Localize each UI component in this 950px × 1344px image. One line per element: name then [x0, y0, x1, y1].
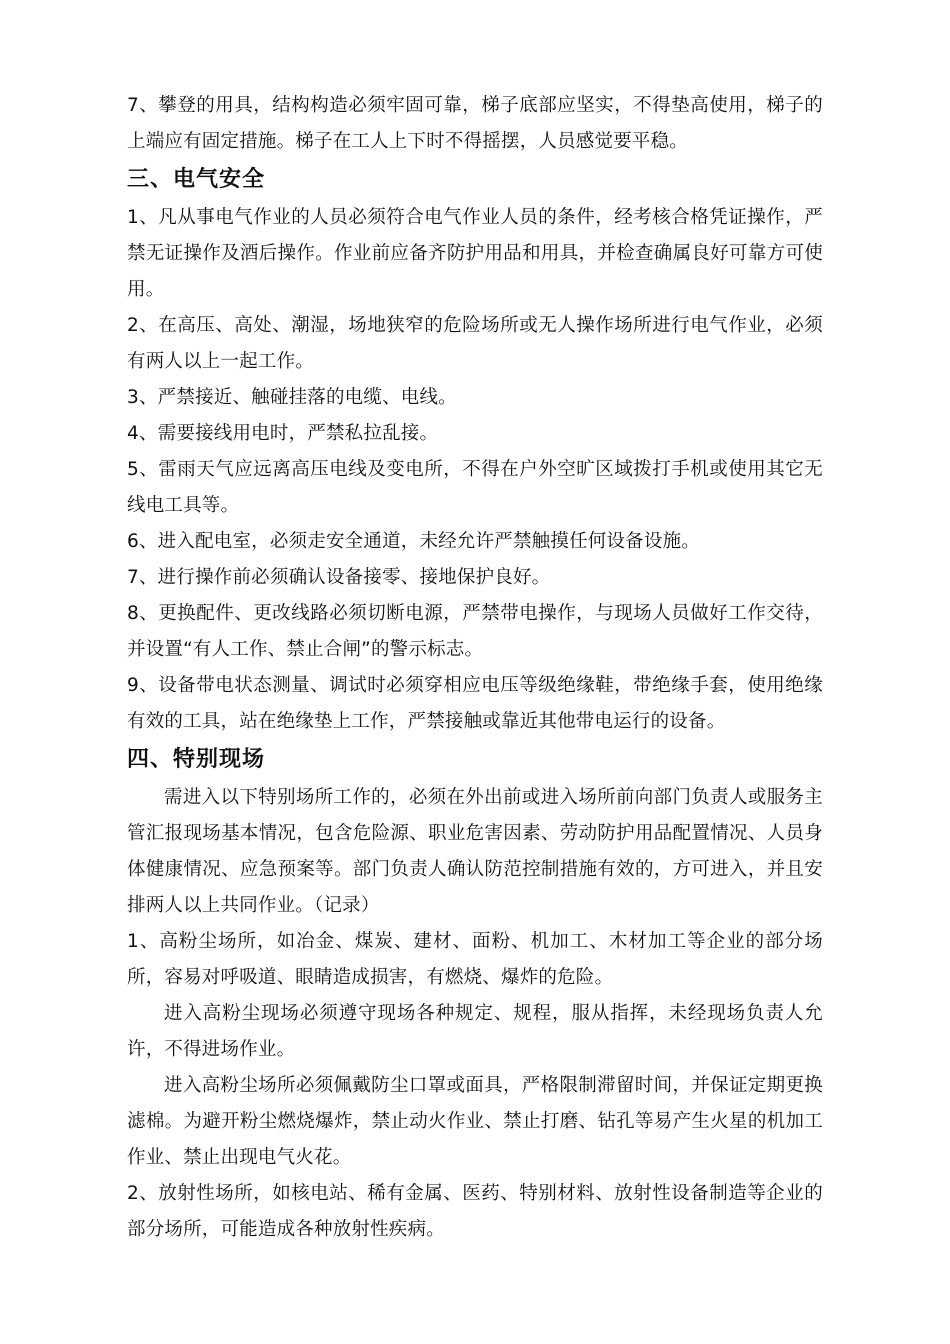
paragraph-electrical-item-9: 9、设备带电状态测量、调试时必须穿相应电压等级绝缘鞋，带绝缘手套，使用绝缘有效的工具，站在绝缘垫上工作，严禁接触或靠近其他带电运行的设备。 [127, 675, 823, 732]
paragraph-electrical-item-2: 2、在高压、高处、潮湿，场地狭窄的危险场所或无人操作场所进行电气作业，必须有两人以上一起工作。 [127, 315, 823, 372]
paragraph-electrical-item-7: 7、进行操作前必须确认设备接零、接地保护良好。 [127, 567, 551, 588]
section-heading-electrical-safety: 三、电气安全 [127, 167, 266, 192]
document-page [127, 88, 823, 1248]
paragraph-electrical-item-3: 3、严禁接近、触碰挂落的电缆、电线。 [127, 387, 457, 408]
paragraph-electrical-item-6: 6、进入配电室，必须走安全通道，未经允许严禁触摸任何设备设施。 [127, 531, 700, 552]
paragraph-special-sites-intro: 需进入以下特别场所工作的，必须在外出前或进入场所前向部门负责人或服务主管汇报现场基本情况，包含危险源、职业危害因素、劳动防护用品配置情况、人员身体健康情况、应急预案等。部门负责人确认防范控制措施有效的，方可进入，并且安排两人以上共同作业。（记录） [127, 787, 823, 916]
paragraph-electrical-item-5: 5、雷雨天气应远离高压电线及变电所，不得在户外空旷区域拨打手机或使用其它无线电工具等。 [127, 459, 823, 516]
section-heading-special-sites: 四、特别现场 [127, 747, 266, 772]
paragraph-special-sites-item-2: 2、放射性场所，如核电站、稀有金属、医药、特别材料、放射性设备制造等企业的部分场所，可能造成各种放射性疾病。 [127, 1183, 823, 1240]
paragraph-electrical-item-8: 8、更换配件、更改线路必须切断电源，严禁带电操作，与现场人员做好工作交待，并设置“有人工作、禁止合闸”的警示标志。 [127, 603, 823, 660]
paragraph-ladder-item-7: 7、攀登的用具，结构构造必须牢固可靠，梯子底部应坚实，不得垫高使用，梯子的上端应有固定措施。梯子在工人上下时不得摇摆，人员感觉要平稳。 [127, 95, 823, 152]
paragraph-dust-site-protection: 进入高粉尘场所必须佩戴防尘口罩或面具，严格限制滞留时间，并保证定期更换滤棉。为避开粉尘燃烧爆炸，禁止动火作业、禁止打磨、钻孔等易产生火星的机加工作业、禁止出现电气火花。 [127, 1075, 823, 1168]
paragraph-dust-site-rules: 进入高粉尘现场必须遵守现场各种规定、规程，服从指挥，未经现场负责人允许，不得进场作业。 [127, 1003, 823, 1060]
paragraph-electrical-item-1: 1、凡从事电气作业的人员必须符合电气作业人员的条件，经考核合格凭证操作，严禁无证操作及酒后操作。作业前应备齐防护用品和用具，并检查确属良好可靠方可使用。 [127, 207, 823, 300]
paragraph-electrical-item-4: 4、需要接线用电时，严禁私拉乱接。 [127, 423, 439, 444]
paragraph-special-sites-item-1: 1、高粉尘场所，如冶金、煤炭、建材、面粉、机加工、木材加工等企业的部分场所，容易对呼吸道、眼睛造成损害，有燃烧、爆炸的危险。 [127, 931, 823, 988]
